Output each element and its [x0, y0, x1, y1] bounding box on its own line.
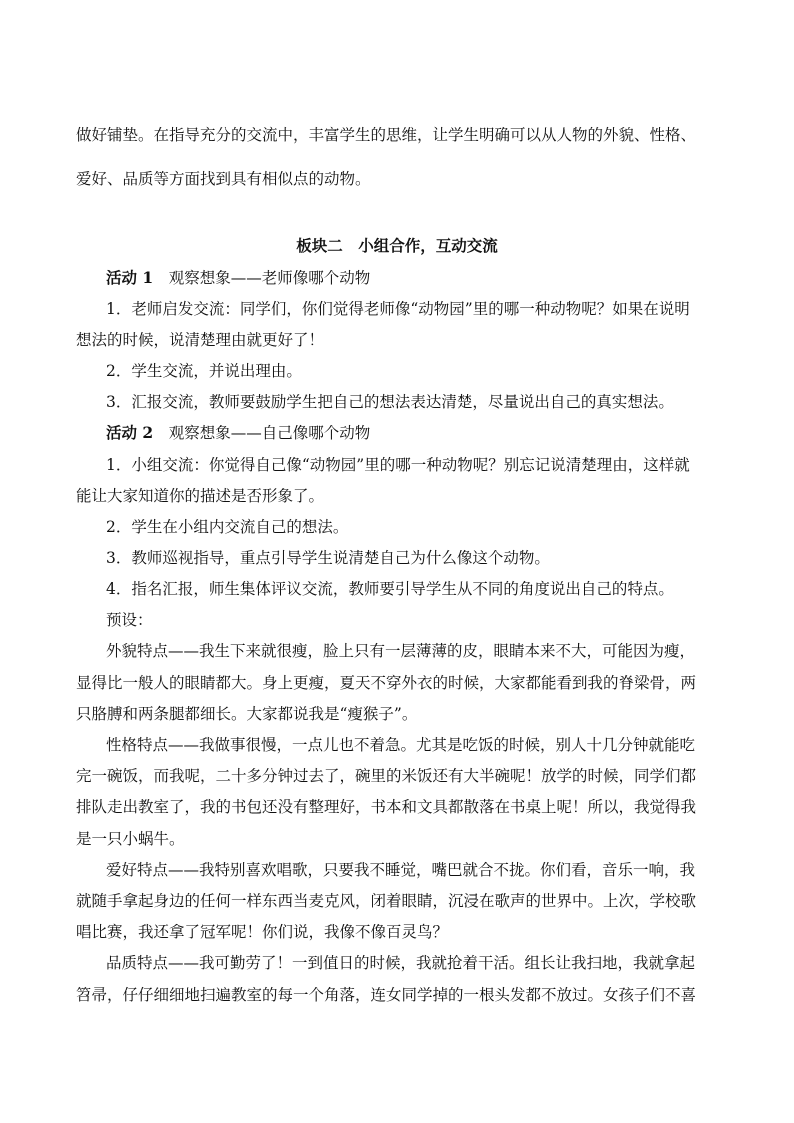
activity-2-heading — [106, 423, 370, 443]
preset-label: 预设： — [106, 611, 153, 629]
activity-1-label: 活动 1 — [106, 268, 154, 287]
personality-line-4: 是一只小蜗牛。 — [76, 830, 185, 848]
activity-2-item-1-line-2: 能让大家知道你的描述是否形象了。 — [76, 487, 325, 505]
quality-line-1: 品质特点——我可勤劳了！一到值日的时候，我就抢着干活。组长让我扫地，我就拿起 — [106, 954, 696, 972]
intro-line-2: 爱好、品质等方面找到具有相似点的动物。 — [76, 170, 371, 188]
hobby-line-2: 就随手拿起身边的任何一样东西当麦克风，闭着眼睛，沉浸在歌声的世界中。上次，学校歌 — [76, 892, 697, 910]
section-title: 板块二 小组合作，互动交流 — [296, 236, 498, 255]
personality-line-3: 排队走出教室了，我的书包还没有整理好，书本和文具都散落在书桌上呢！所以，我觉得我 — [76, 798, 697, 816]
personality-line-1: 性格特点——我做事很慢，一点儿也不着急。尤其是吃饭的时候，别人十几分钟就能吃 — [106, 736, 696, 754]
personality-line-2: 完一碗饭，而我呢，二十多分钟过去了，碗里的米饭还有大半碗呢！放学的时候，同学们都 — [76, 767, 697, 785]
quality-line-2: 笤帚，仔仔细细地扫遍教室的每一个角落，连女同学掉的一根头发都不放过。女孩子们不喜 — [76, 986, 697, 1004]
activity-1-heading — [106, 268, 370, 288]
activity-2-item-3: 3．教师巡视指导，重点引导学生说清楚自己为什么像这个动物。 — [106, 549, 550, 567]
hobby-line-3: 唱比赛，我还拿了冠军呢！你们说，我像不像百灵鸟？ — [76, 923, 449, 941]
activity-1-item-3: 3．汇报交流，教师要鼓励学生把自己的想法表达清楚，尽量说出自己的真实想法。 — [106, 393, 674, 411]
hobby-line-1: 爱好特点——我特别喜欢唱歌，只要我不睡觉，嘴巴就合不拢。你们看，音乐一响，我 — [106, 861, 696, 879]
activity-1-item-2: 2．学生交流，并说出理由。 — [106, 362, 302, 380]
activity-2-title: 观察想象——自己像哪个动物 — [168, 424, 371, 442]
activity-2-item-1-line-1: 1．小组交流：你觉得自己像“动物园”里的哪一种动物呢？别忘记说清楚理由，这样就 — [106, 456, 690, 474]
appearance-line-3: 只胳膊和两条腿都细长。大家都说我是“瘦猴子”。 — [76, 705, 418, 723]
appearance-line-2: 显得比一般人的眼睛都大。身上更瘦，夏天不穿外衣的时候，大家都能看到我的脊梁骨，两 — [76, 674, 697, 692]
appearance-line-1: 外貌特点——我生下来就很瘦，脸上只有一层薄薄的皮，眼睛本来不大，可能因为瘦， — [106, 642, 696, 660]
activity-1-item-1-line-2: 想法的时候，说清楚理由就更好了！ — [76, 331, 325, 349]
activity-2-item-4: 4．指名汇报，师生集体评议交流，教师要引导学生从不同的角度说出自己的特点。 — [106, 580, 674, 598]
intro-line-1: 做好铺垫。在指导充分的交流中，丰富学生的思维，让学生明确可以从人物的外貌、性格、 — [76, 126, 697, 144]
activity-2-label: 活动 2 — [106, 423, 154, 442]
activity-1-title: 观察想象——老师像哪个动物 — [168, 269, 371, 287]
activity-2-item-2: 2．学生在小组内交流自己的想法。 — [106, 518, 349, 536]
activity-1-item-1-line-1: 1．老师启发交流：同学们，你们觉得老师像“动物园”里的哪一种动物呢？如果在说明 — [106, 300, 690, 318]
